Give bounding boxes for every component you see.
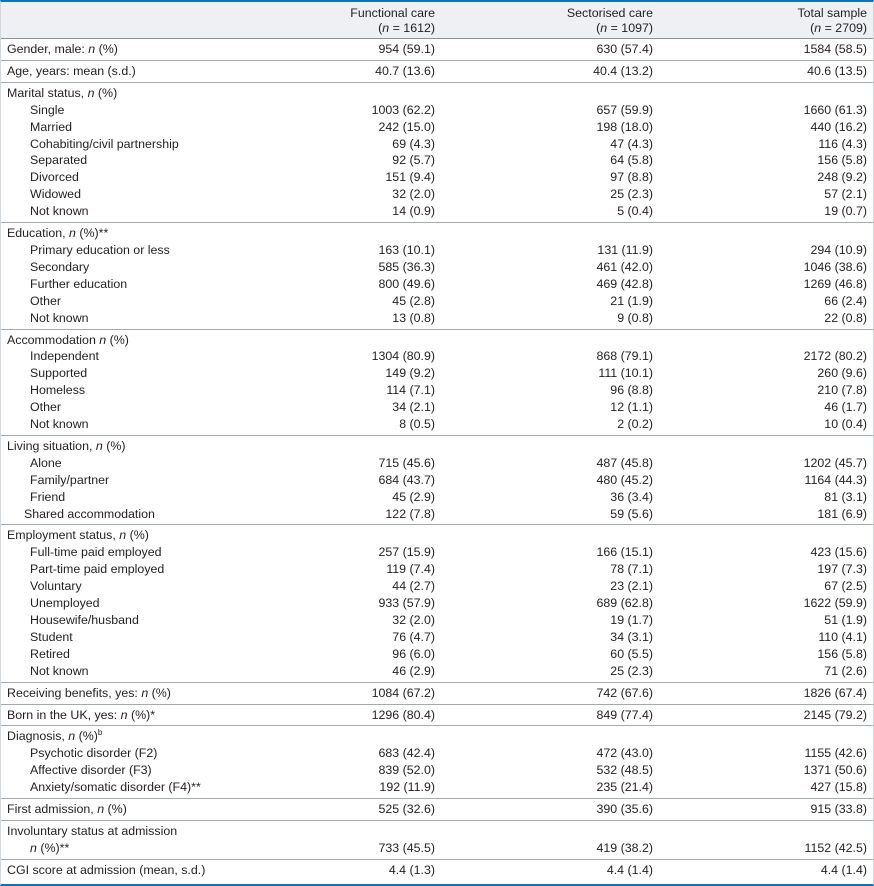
value-functional-care: 45 (2.8): [392, 293, 435, 308]
value-sectorised-care: 849 (77.4): [596, 707, 653, 722]
value-total-sample: 156 (5.8): [817, 646, 867, 661]
value-functional-care: 114 (7.1): [386, 383, 435, 398]
table-row: [1, 663, 873, 682]
row-label: n (%)**: [30, 840, 70, 855]
row-label: Retired: [30, 646, 70, 661]
table-row: [1, 102, 873, 119]
value-total-sample: 71 (2.6): [824, 663, 867, 678]
value-sectorised-care: 461 (42.0): [596, 259, 653, 274]
header-title: Total sample: [797, 6, 867, 20]
row-label: Alone: [30, 455, 62, 470]
value-sectorised-care: 131 (11.9): [597, 242, 653, 257]
value-functional-care: 1296 (80.4): [371, 707, 435, 722]
value-functional-care: 715 (45.6): [378, 455, 435, 470]
value-sectorised-care: [441, 820, 659, 839]
table-row: [1, 629, 873, 646]
row-label: Diagnosis, n (%)$^b$: [7, 728, 103, 744]
table-row: [1, 276, 873, 293]
value-total-sample: 294 (10.9): [810, 242, 867, 257]
row-label: Voluntary: [30, 579, 82, 594]
value-sectorised-care: 166 (15.1): [596, 545, 653, 560]
value-total-sample: 1826 (67.4): [803, 685, 867, 700]
value-sectorised-care: [441, 329, 659, 348]
row-label: Marital status, n (%): [7, 85, 118, 100]
table-row: [1, 762, 873, 779]
value-functional-care: 800 (49.6): [378, 276, 435, 291]
value-functional-care: 8 (0.5): [399, 417, 435, 432]
table-row: [1, 259, 873, 276]
header-title: Sectorised care: [566, 6, 653, 20]
row-label: Unemployed: [30, 596, 100, 611]
row-label: Housewife/husband: [30, 613, 139, 627]
value-sectorised-care: 25 (2.3): [610, 187, 653, 202]
table-row: [1, 745, 873, 762]
table-row: [1, 399, 873, 416]
row-label: Other: [30, 400, 61, 415]
row-label: Widowed: [30, 187, 81, 202]
row-label: Anxiety/somatic disorder (F4)**: [30, 780, 201, 795]
header-n: (n = 1612): [378, 21, 435, 35]
table-row: [1, 455, 873, 472]
value-functional-care: 32 (2.0): [392, 187, 435, 202]
value-sectorised-care: 9 (0.8): [617, 310, 653, 325]
demographics-table: [1, 2, 873, 881]
value-total-sample: [659, 820, 873, 839]
value-sectorised-care: 198 (18.0): [596, 119, 653, 134]
table-row: [1, 293, 873, 310]
value-functional-care: 683 (42.4): [378, 746, 435, 761]
value-sectorised-care: 25 (2.3): [610, 663, 653, 678]
row-label: Secondary: [30, 259, 90, 274]
table-row: [1, 799, 873, 821]
value-sectorised-care: 480 (45.2): [596, 472, 653, 487]
value-functional-care: 1084 (67.2): [371, 685, 435, 700]
value-total-sample: 427 (15.8): [810, 780, 867, 795]
value-total-sample: 2145 (79.2): [803, 707, 867, 722]
row-label: CGI score at admission (mean, s.d.): [7, 862, 206, 877]
value-total-sample: 1046 (38.6): [803, 259, 867, 274]
row-label: Affective disorder (F3): [30, 763, 152, 778]
value-sectorised-care: 390 (35.6): [596, 802, 653, 817]
table-row: [1, 561, 873, 578]
table-header: [1, 2, 873, 39]
table-row: [1, 726, 873, 745]
value-sectorised-care: 78 (7.1): [610, 562, 653, 577]
table-row: [1, 223, 873, 242]
value-functional-care: 933 (57.9): [378, 596, 435, 611]
value-total-sample: 1155 (42.6): [804, 746, 867, 761]
value-sectorised-care: 34 (3.1): [610, 629, 653, 644]
table-row: [1, 348, 873, 365]
header-cell-total-sample: [659, 2, 873, 39]
value-functional-care: 1304 (80.9): [371, 349, 435, 364]
table-row: [1, 242, 873, 259]
value-sectorised-care: [441, 435, 659, 454]
value-total-sample: 1371 (50.6): [803, 763, 867, 778]
value-total-sample: 440 (16.2): [810, 119, 867, 134]
value-total-sample: [659, 223, 873, 242]
value-total-sample: 1202 (45.7): [803, 455, 867, 470]
table-row: [1, 203, 873, 222]
value-functional-care: [256, 820, 441, 839]
row-label: Primary education or less: [30, 242, 170, 257]
value-total-sample: 19 (0.7): [824, 204, 867, 219]
row-label: First admission, n (%): [7, 802, 127, 817]
row-label: Married: [30, 119, 72, 134]
table-row: [1, 39, 873, 61]
value-sectorised-care: [441, 525, 659, 544]
value-functional-care: 839 (52.0): [378, 763, 435, 778]
row-label: Family/partner: [30, 472, 110, 487]
value-sectorised-care: 19 (1.7): [610, 613, 653, 627]
value-functional-care: [256, 435, 441, 454]
table-section: [1, 60, 873, 82]
value-total-sample: 1584 (58.5): [803, 42, 867, 56]
value-total-sample: 40.6 (13.5): [807, 63, 867, 78]
header-cell-sectorised-care: [441, 2, 659, 39]
value-functional-care: [256, 329, 441, 348]
table-row: [1, 525, 873, 544]
value-sectorised-care: 657 (59.9): [596, 102, 653, 117]
value-total-sample: [659, 525, 873, 544]
row-label: Not known: [30, 310, 89, 325]
value-total-sample: 57 (2.1): [824, 187, 867, 202]
value-functional-care: [256, 726, 441, 745]
value-total-sample: 1660 (61.3): [803, 102, 867, 117]
header-title: Functional care: [350, 6, 435, 20]
value-functional-care: 4.4 (1.3): [388, 862, 435, 877]
value-functional-care: 44 (2.7): [392, 579, 435, 594]
row-label: Homeless: [30, 383, 86, 398]
value-total-sample: 248 (9.2): [817, 170, 867, 185]
table-section: [1, 726, 873, 799]
table-row: [1, 382, 873, 399]
value-total-sample: 66 (2.4): [824, 293, 867, 308]
row-label: Accommodation n (%): [7, 332, 129, 347]
value-sectorised-care: 742 (67.6): [596, 685, 653, 700]
value-functional-care: 684 (43.7): [378, 472, 435, 487]
row-label: Living situation, n (%): [7, 438, 126, 453]
table-row: [1, 682, 873, 704]
value-sectorised-care: 469 (42.8): [596, 276, 653, 291]
row-label: Not known: [30, 204, 89, 219]
value-total-sample: [659, 435, 873, 454]
value-functional-care: 151 (9.4): [385, 170, 435, 185]
value-sectorised-care: 532 (48.5): [596, 763, 653, 778]
value-total-sample: 10 (0.4): [824, 417, 867, 432]
value-sectorised-care: 419 (38.2): [596, 840, 653, 855]
value-functional-care: 242 (15.0): [378, 119, 435, 134]
row-label: Employment status, n (%): [7, 528, 149, 543]
row-label: Other: [30, 293, 61, 308]
row-label: Education, n (%)**: [7, 226, 109, 241]
value-sectorised-care: 111 (10.1): [598, 366, 653, 381]
value-sectorised-care: 97 (8.8): [610, 170, 653, 185]
table-row: [1, 820, 873, 839]
row-label: Psychotic disorder (F2): [30, 746, 158, 761]
value-total-sample: 423 (15.6): [810, 545, 867, 560]
table-section: [1, 682, 873, 704]
table-row: [1, 310, 873, 329]
value-sectorised-care: 47 (4.3): [610, 136, 653, 151]
table-row: [1, 506, 873, 525]
value-functional-care: 40.7 (13.6): [375, 63, 435, 78]
value-functional-care: 119 (7.4): [386, 562, 435, 577]
value-functional-care: 163 (10.1): [378, 242, 435, 257]
value-sectorised-care: [441, 726, 659, 745]
value-total-sample: 197 (7.3): [817, 562, 867, 577]
value-total-sample: [659, 82, 873, 101]
value-sectorised-care: 60 (5.5): [610, 646, 653, 661]
value-functional-care: 14 (0.9): [392, 204, 435, 219]
value-total-sample: 1622 (59.9): [803, 596, 867, 611]
row-label: Cohabiting/civil partnership: [30, 136, 179, 151]
header-cell-functional-care: [256, 2, 441, 39]
value-sectorised-care: 630 (57.4): [596, 42, 653, 56]
row-label: Supported: [30, 366, 88, 381]
row-label: Receiving benefits, yes: n (%): [7, 685, 171, 700]
row-label: Friend: [30, 489, 66, 504]
value-functional-care: 76 (4.7): [392, 629, 435, 644]
value-functional-care: 92 (5.7): [392, 153, 435, 168]
row-label: Involuntary status at admission: [7, 823, 178, 838]
value-sectorised-care: 40.4 (13.2): [593, 63, 653, 78]
table-row: [1, 489, 873, 506]
value-total-sample: [659, 726, 873, 745]
row-label: Independent: [30, 349, 99, 364]
value-functional-care: 69 (4.3): [392, 136, 435, 151]
header-row: [1, 2, 873, 39]
value-sectorised-care: [441, 82, 659, 101]
value-sectorised-care: 21 (1.9): [610, 293, 653, 308]
table-row: [1, 365, 873, 382]
value-functional-care: 192 (11.9): [379, 780, 435, 795]
value-functional-care: [256, 223, 441, 242]
header-n: (n = 2709): [810, 21, 867, 35]
value-functional-care: 1003 (62.2): [371, 102, 435, 117]
row-label: Part-time paid employed: [30, 562, 165, 577]
value-sectorised-care: 689 (62.8): [596, 596, 653, 611]
row-label: Shared accommodation: [24, 506, 155, 521]
value-functional-care: 257 (15.9): [378, 545, 435, 560]
table-section: [1, 39, 873, 61]
value-functional-care: 585 (36.3): [378, 259, 435, 274]
value-total-sample: 116 (4.3): [818, 136, 867, 151]
table-row: [1, 416, 873, 435]
table-row: [1, 840, 873, 859]
table-section: [1, 435, 873, 525]
value-sectorised-care: 487 (45.8): [596, 455, 653, 470]
value-total-sample: 1152 (42.5): [804, 840, 867, 855]
value-sectorised-care: 59 (5.6): [610, 506, 653, 521]
table-row: [1, 136, 873, 153]
table-row: [1, 169, 873, 186]
table-row: [1, 119, 873, 136]
table-section: [1, 82, 873, 222]
row-label: Gender, male: n (%): [7, 42, 118, 56]
value-total-sample: 181 (6.9): [817, 506, 867, 521]
table-section: [1, 820, 873, 859]
value-sectorised-care: 23 (2.1): [610, 579, 653, 594]
value-sectorised-care: 64 (5.8): [610, 153, 653, 168]
value-total-sample: 22 (0.8): [824, 310, 867, 325]
value-functional-care: 525 (32.6): [378, 802, 435, 817]
value-functional-care: [256, 525, 441, 544]
value-total-sample: [659, 329, 873, 348]
value-sectorised-care: 12 (1.1): [610, 400, 653, 415]
value-functional-care: 733 (45.5): [378, 840, 435, 855]
value-sectorised-care: 96 (8.8): [610, 383, 653, 398]
value-total-sample: 67 (2.5): [824, 579, 867, 594]
table-row: [1, 60, 873, 82]
value-sectorised-care: 4.4 (1.4): [606, 862, 653, 877]
table-section: [1, 704, 873, 726]
row-label: Age, years: mean (s.d.): [7, 63, 136, 78]
value-sectorised-care: [441, 223, 659, 242]
row-label: Single: [30, 102, 65, 117]
table-row: [1, 186, 873, 203]
row-label: Full-time paid employed: [30, 545, 162, 560]
value-total-sample: 46 (1.7): [824, 400, 867, 415]
value-total-sample: 210 (7.8): [817, 383, 867, 398]
value-total-sample: 4.4 (1.4): [820, 862, 867, 877]
table-row: [1, 595, 873, 612]
value-functional-care: 32 (2.0): [392, 613, 435, 627]
header-n: (n = 1097): [596, 21, 653, 35]
table-row: [1, 646, 873, 663]
value-sectorised-care: 5 (0.4): [617, 204, 653, 219]
table-section: [1, 223, 873, 329]
value-total-sample: 51 (1.9): [824, 613, 867, 627]
value-functional-care: 45 (2.9): [392, 489, 435, 504]
table-row: [1, 704, 873, 726]
table-row: [1, 578, 873, 595]
row-label: Student: [30, 629, 73, 644]
value-functional-care: 149 (9.2): [385, 366, 435, 381]
value-functional-care: 954 (59.1): [378, 42, 435, 56]
value-total-sample: 1269 (46.8): [803, 276, 867, 291]
value-sectorised-care: 472 (43.0): [596, 746, 653, 761]
row-label: Born in the UK, yes: n (%)*: [7, 707, 156, 722]
row-label: Divorced: [30, 170, 79, 185]
table-row: [1, 82, 873, 101]
value-functional-care: 34 (2.1): [392, 400, 435, 415]
value-total-sample: 81 (3.1): [824, 489, 867, 504]
value-total-sample: 915 (33.8): [810, 802, 867, 817]
table-row: [1, 472, 873, 489]
table-row: [1, 612, 873, 629]
row-label: Not known: [30, 663, 89, 678]
value-functional-care: 13 (0.8): [392, 310, 435, 325]
header-cell-label: [1, 2, 256, 39]
row-label: Separated: [30, 153, 88, 168]
value-functional-care: 122 (7.8): [385, 506, 435, 521]
table-row: [1, 435, 873, 454]
value-functional-care: [256, 82, 441, 101]
value-functional-care: 46 (2.9): [392, 663, 435, 678]
table-row: [1, 779, 873, 798]
value-sectorised-care: 235 (21.4): [596, 780, 653, 795]
value-functional-care: 96 (6.0): [392, 646, 435, 661]
table-row: [1, 859, 873, 880]
value-sectorised-care: 868 (79.1): [596, 349, 653, 364]
value-total-sample: 2172 (80.2): [803, 349, 867, 364]
table-section: [1, 799, 873, 821]
table-section: [1, 859, 873, 880]
table-section: [1, 329, 873, 435]
value-sectorised-care: 36 (3.4): [610, 489, 653, 504]
value-sectorised-care: 2 (0.2): [617, 417, 653, 432]
value-total-sample: 110 (4.1): [818, 629, 867, 644]
table-row: [1, 544, 873, 561]
table-row: [1, 152, 873, 169]
value-total-sample: 156 (5.8): [817, 153, 867, 168]
value-total-sample: 1164 (44.3): [804, 472, 867, 487]
table-row: [1, 329, 873, 348]
value-total-sample: 260 (9.6): [817, 366, 867, 381]
row-label: Further education: [30, 276, 128, 291]
table-section: [1, 525, 873, 682]
row-label: Not known: [30, 417, 89, 432]
